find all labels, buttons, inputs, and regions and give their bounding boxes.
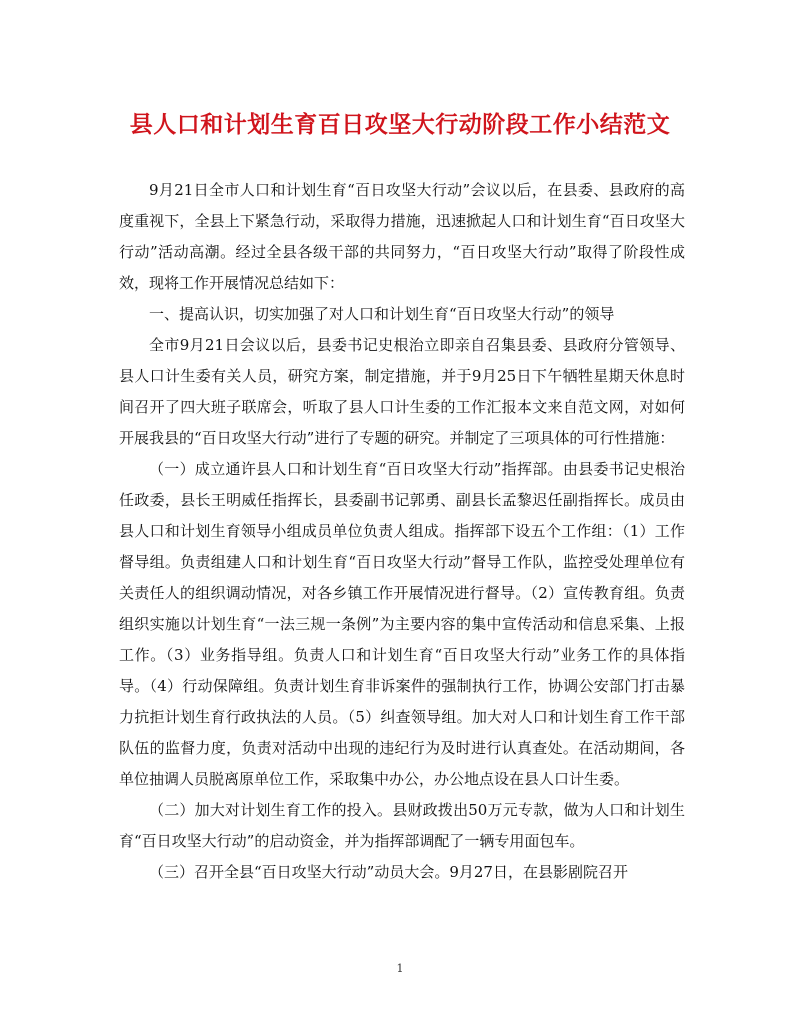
- paragraph-measure-2: （二）加大对计划生育工作的投入。县财政拨出50万元专款，做为人口和计划生育“百日攻坚大行动”的启动资金，并为指挥部调配了一辆专用面包车。: [119, 801, 685, 850]
- section-heading-1: 一、提高认识，切实加强了对人口和计划生育“百日攻坚大行动”的领导: [149, 305, 615, 323]
- paragraph-leadership: 全市9月21日会议以后，县委书记史根治立即亲自召集县委、县政府分管领导、县人口计生委有关人员，研究方案，制定措施，并于9月25日下午牺牲星期天休息时间召开了四大班子联席会，听取了县人口计生委的工作汇报本文来自范文网，对如何开展我县的“百日攻坚大行动”进行了专题的研究。并制定了三项具体的可行性措施：: [119, 336, 685, 447]
- paragraph-intro: 9月21日全市人口和计划生育“百日攻坚大行动”会议以后，在县委、县政府的高度重视下，全县上下紧急行动，采取得力措施，迅速掀起人口和计划生育“百日攻坚大行动”活动高潮。经过全县各级干部的共同努力，“百日攻坚大行动”取得了阶段性成效，现将工作开展情况总结如下：: [119, 181, 685, 292]
- document-title: 县人口和计划生育百日攻坚大行动阶段工作小结范文: [129, 111, 671, 138]
- document-body: [119, 175, 685, 888]
- paragraph-measure-1: （一）成立通许县人口和计划生育“百日攻坚大行动”指挥部。由县委书记史根治任政委，县长王明威任指挥长，县委副书记郭勇、副县长孟黎迟任副指挥长。成员由县人口和计划生育领导小组成员单位负责人组成。指挥部下设五个工作组：（1）工作督导组。负责组建人口和计划生育“百日攻坚大行动”督导工作队，监控受处理单位有关责任人的组织调动情况，对各乡镇工作开展情况进行督导。（2）宣传教育组。负责组织实施以计划生育“一法三规一条例”为主要内容的集中宣传活动和信息采集、上报工作。（3）业务指导组。负责人口和计划生育“百日攻坚大行动”业务工作的具体指导。（4）行动保障组。负责计划生育非诉案件的强制执行工作，协调公安部门打击暴力抗拒计划生育行政执法的人员。（5）纠查领导组。加大对人口和计划生育工作干部队伍的监督力度，负责对活动中出现的违纪行为及时进行认真查处。在活动期间，各单位抽调人员脱离原单位工作，采取集中办公，办公地点设在县人口计生委。: [119, 460, 685, 788]
- page-number: 1: [396, 962, 404, 975]
- paragraph-measure-3: （三）召开全县“百日攻坚大行动”动员大会。9月27日，在县影剧院召开: [149, 863, 628, 881]
